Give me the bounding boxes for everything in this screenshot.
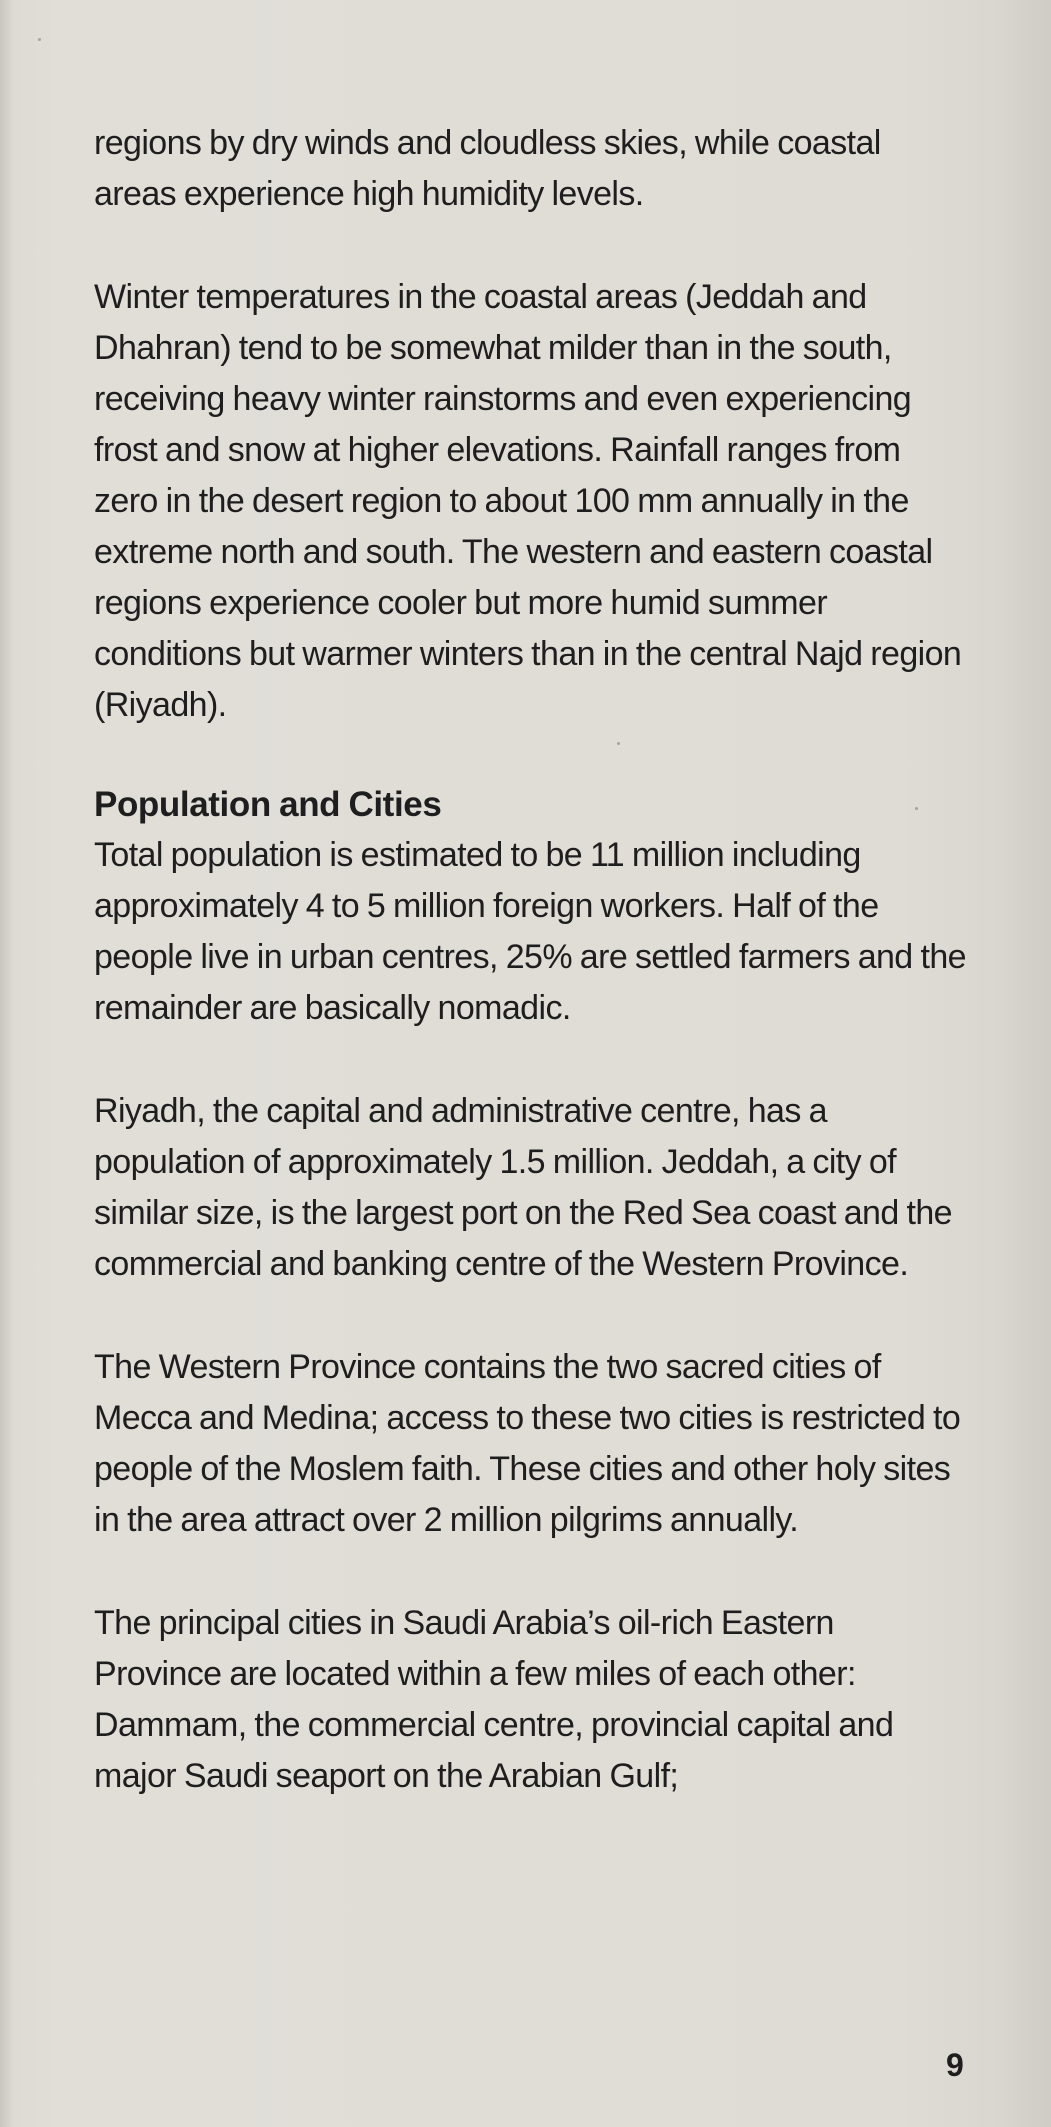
body-text <box>94 118 984 1802</box>
paragraph-eastern-province: The principal cities in Saudi Arabia’s oil-rich Eastern Province are located within a few miles of each other: Dammam, the commercial centre, provincial capital and major Saudi seaport on the Arabian Gulf; <box>94 1604 894 1795</box>
page-number: 9 <box>946 2047 964 2083</box>
paragraph-winter-temperatures: Winter temperatures in the coastal areas (Jeddah and Dhahran) tend to be somewhat milder than in the south, receiving heavy winter rainstorms and even experiencing frost and snow at higher elevations. Rainfall ranges from zero in the desert region to about 100 mm annually in the extreme north and south. The western and eastern coastal regions experience cooler but more humid summer conditions but warmer winters than in the central Najd region (Riyadh). <box>94 278 962 724</box>
paragraph-sacred-cities: The Western Province contains the two sacred cities of Mecca and Medina; access to these two cities is restricted to people of the Moslem faith. These cities and other holy sites in the area attract over 2 million pilgrims annually. <box>94 1348 961 1539</box>
paper-speck <box>38 38 41 41</box>
paragraph-population: Total population is estimated to be 11 million including approximately 4 to 5 million foreign workers. Half of the people live in urban centres, 25% are settled farmers and the remainder are basically nomadic. <box>94 836 966 1027</box>
paragraph-climate-regions: regions by dry winds and cloudless skies, while coastal areas experience high humidity levels. <box>94 124 881 213</box>
section-heading: Population and Cities <box>94 785 442 824</box>
paragraph-riyadh-jeddah: Riyadh, the capital and administrative centre, has a population of approximately 1.5 million. Jeddah, a city of similar size, is the largest port on the Red Sea coast and the commercial and banking centre of the Western Province. <box>94 1092 952 1283</box>
